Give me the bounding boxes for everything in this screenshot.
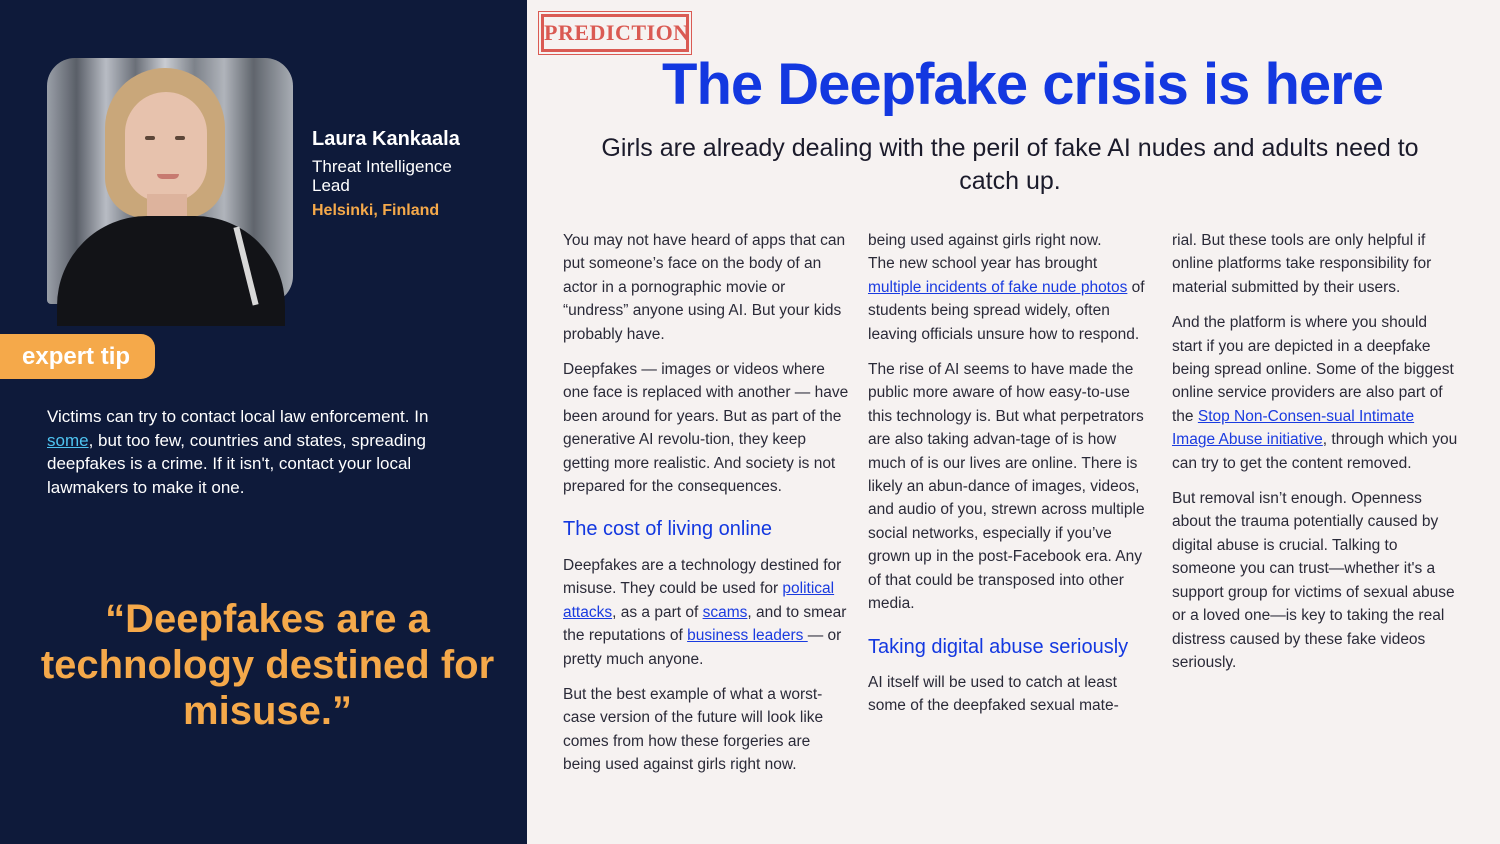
profile-location: Helsinki, Finland [312,202,440,219]
link-political-attacks[interactable]: political attacks [563,580,835,621]
profile-photo [47,58,293,304]
expert-tip-badge: expert tip [0,334,155,379]
link-stopncii-initiative[interactable]: Stop Non-Consen-sual Intimate Image Abuse initiative [1172,407,1415,449]
section-heading: Taking digital abuse seriously [868,635,1129,658]
paragraph: Deepfakes — images or videos where one face is replaced with another — have been around for years. But as part of the generative AI revolu-tion, they keep getting more realistic. And society is not prepared for the consequences. [563,361,849,496]
paragraph [563,554,849,671]
page-title: The Deepfake crisis is here [662,52,1383,117]
pull-quote: “Deepfakes are a technology destined for misuse.” [40,597,495,733]
text: of students being spread widely, often leaving officials unsure how to respond. [868,278,1145,343]
tip-text-start: Victims can try to contact local law enforcement. In [47,407,429,426]
text: The new school year has brought [868,255,1098,273]
section-heading: The cost of living online [563,518,773,541]
text: And the platform is where you should start if you are depicted in a deepfake being spread online. Some of the biggest online service providers are also part of the [1172,314,1454,425]
text: , through which you can try to get the content removed. [1172,431,1458,472]
article-column-3 [1172,229,1458,686]
paragraph: being used against girls right now. [868,232,1102,249]
paragraph: You may not have heard of apps that can put someone’s face on the body of an actor in a pornographic movie or “undress” anyone using AI. But your kids probably have. [563,232,846,343]
article-column-2 [868,229,1154,730]
text: , as a part of [612,603,703,621]
tip-text-end: , but too few, countries and states, spreading deepfakes is a crime. If it isn't, contact your local lawmakers to make it one. [47,430,426,497]
tip-link-some[interactable]: some [47,430,89,450]
prediction-stamp: PREDICTION [541,14,689,52]
text: , and to smear the reputations of [563,603,847,645]
text: — or pretty much anyone. [563,627,842,668]
paragraph: But the best example of what a worst-case version of the future will look like comes from how these forgeries are being used against girls right now. [563,686,824,774]
link-business-leaders[interactable]: business leaders [687,627,808,645]
sidebar-panel [0,0,527,844]
paragraph: rial. But these tools are only helpful if online platforms take responsibility for material submitted by their users. [1172,232,1432,296]
expert-tip-text [47,405,477,499]
profile-name: Laura Kankaala [312,128,460,150]
profile-role: Threat Intelligence Lead [312,157,452,195]
paragraph: But removal isn’t enough. Openness about the trauma potentially caused by digital abuse is crucial. Talking to someone you can trust—whether it's a support group for victims of sexual abuse or a loved one—is key to taking the real distress caused by these fake videos seriously. [1172,490,1455,671]
paragraph [1172,311,1458,475]
link-scams[interactable]: scams [702,603,748,621]
link-fake-nude-incidents[interactable]: multiple incidents of fake nude photos [868,278,1128,296]
paragraph: The rise of AI seems to have made the public more aware of how easy-to-use this technology is. But what perpetrators are also taking advan-tage of is how much of is our lives are online. There is likely an abun-dance of images, videos, and audio of you, strewn across multiple social networks, especially if you’ve grown up in the post-Facebook era. Any of that could be transposed into other media. [868,361,1145,613]
paragraph: AI itself will be used to catch at least some of the deepfaked sexual mate- [868,674,1119,715]
article-column-1 [563,229,849,774]
paragraph [868,252,1154,346]
text: Deepfakes are a technology destined for misuse. They could be used for [563,556,842,598]
page-subtitle: Girls are already dealing with the peril of fake AI nudes and adults need to catch up. [601,134,1419,195]
